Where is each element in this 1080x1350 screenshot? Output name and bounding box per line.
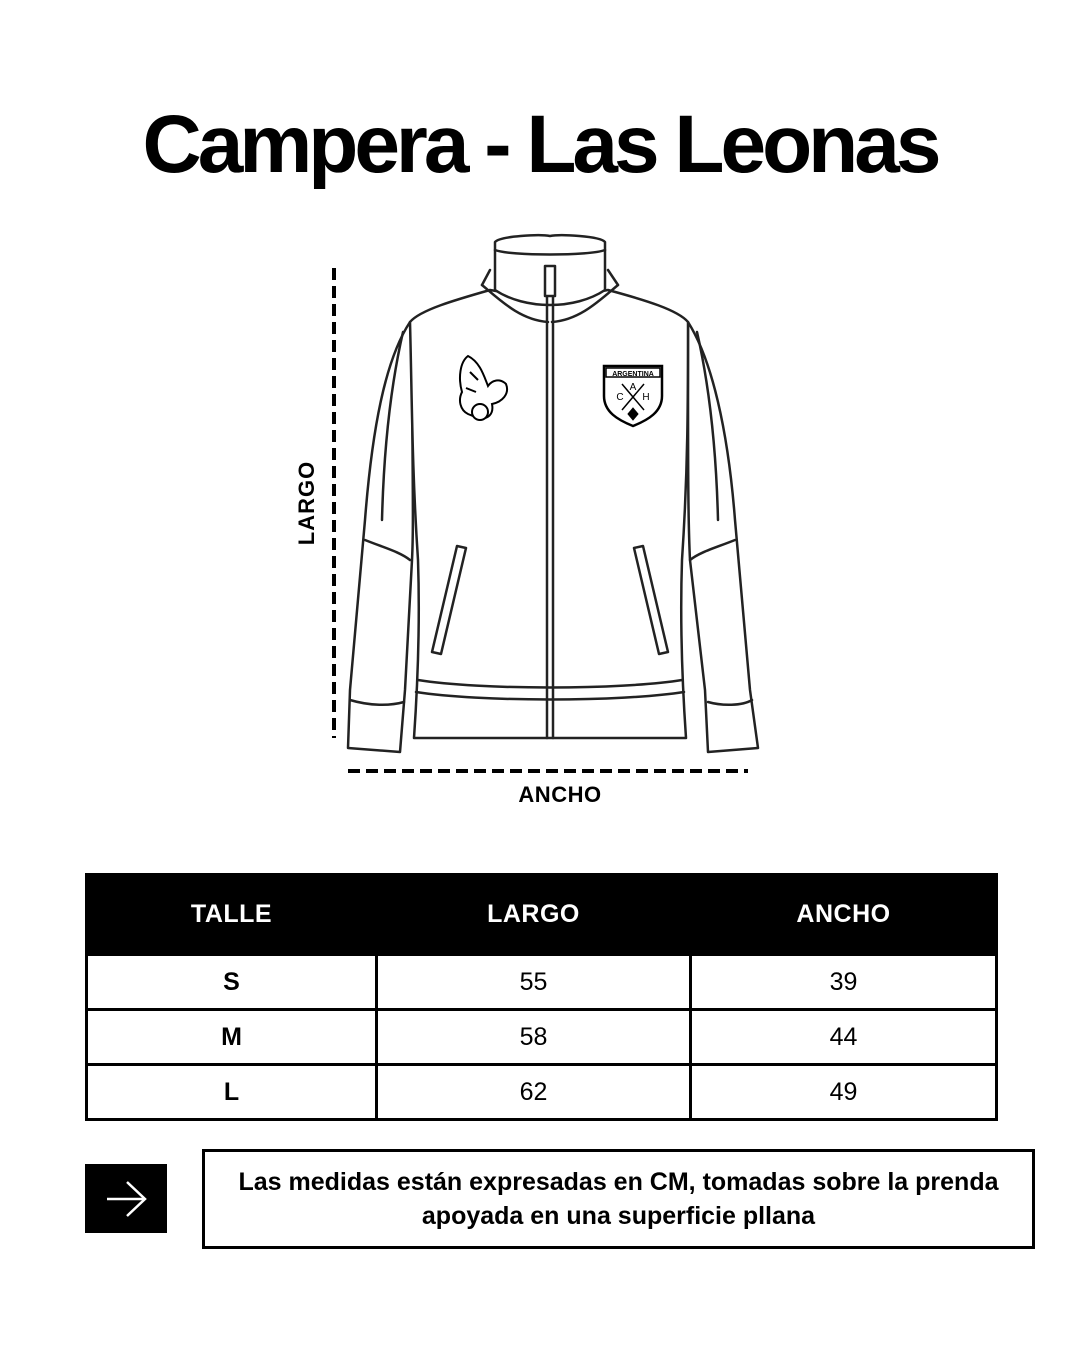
ancho-cell: 49 <box>691 1065 997 1120</box>
svg-text:A: A <box>629 382 637 393</box>
page-title: Campera - Las Leonas <box>142 99 938 190</box>
badge-text: ARGENTINA <box>612 371 654 378</box>
table-row <box>87 955 997 1010</box>
table-row <box>87 1065 997 1120</box>
table-header-row <box>87 875 997 955</box>
svg-text:H: H <box>642 392 650 403</box>
jacket-icon <box>348 235 758 752</box>
size-table <box>85 873 998 1121</box>
ancho-label: ANCHO <box>518 782 602 807</box>
size-cell: L <box>87 1065 377 1120</box>
size-cell: M <box>87 1010 377 1065</box>
header-largo: LARGO <box>377 875 691 955</box>
note-text: Las medidas están expresadas en CM, tomadas sobre la prenda apoyada en una superficie pllana <box>238 1168 999 1230</box>
header-ancho: ANCHO <box>691 875 997 955</box>
ancho-cell: 44 <box>691 1010 997 1065</box>
largo-cell: 62 <box>377 1065 691 1120</box>
measurement-note <box>202 1149 1035 1249</box>
header-talle: TALLE <box>87 875 377 955</box>
svg-text:C: C <box>616 392 624 403</box>
size-cell: S <box>87 955 377 1010</box>
table-row <box>87 1010 997 1065</box>
largo-cell: 55 <box>377 955 691 1010</box>
largo-label: LARGO <box>294 460 319 546</box>
arrow-right-icon <box>103 1179 149 1219</box>
ancho-cell: 39 <box>691 955 997 1010</box>
largo-cell: 58 <box>377 1010 691 1065</box>
arrow-badge <box>85 1164 167 1233</box>
